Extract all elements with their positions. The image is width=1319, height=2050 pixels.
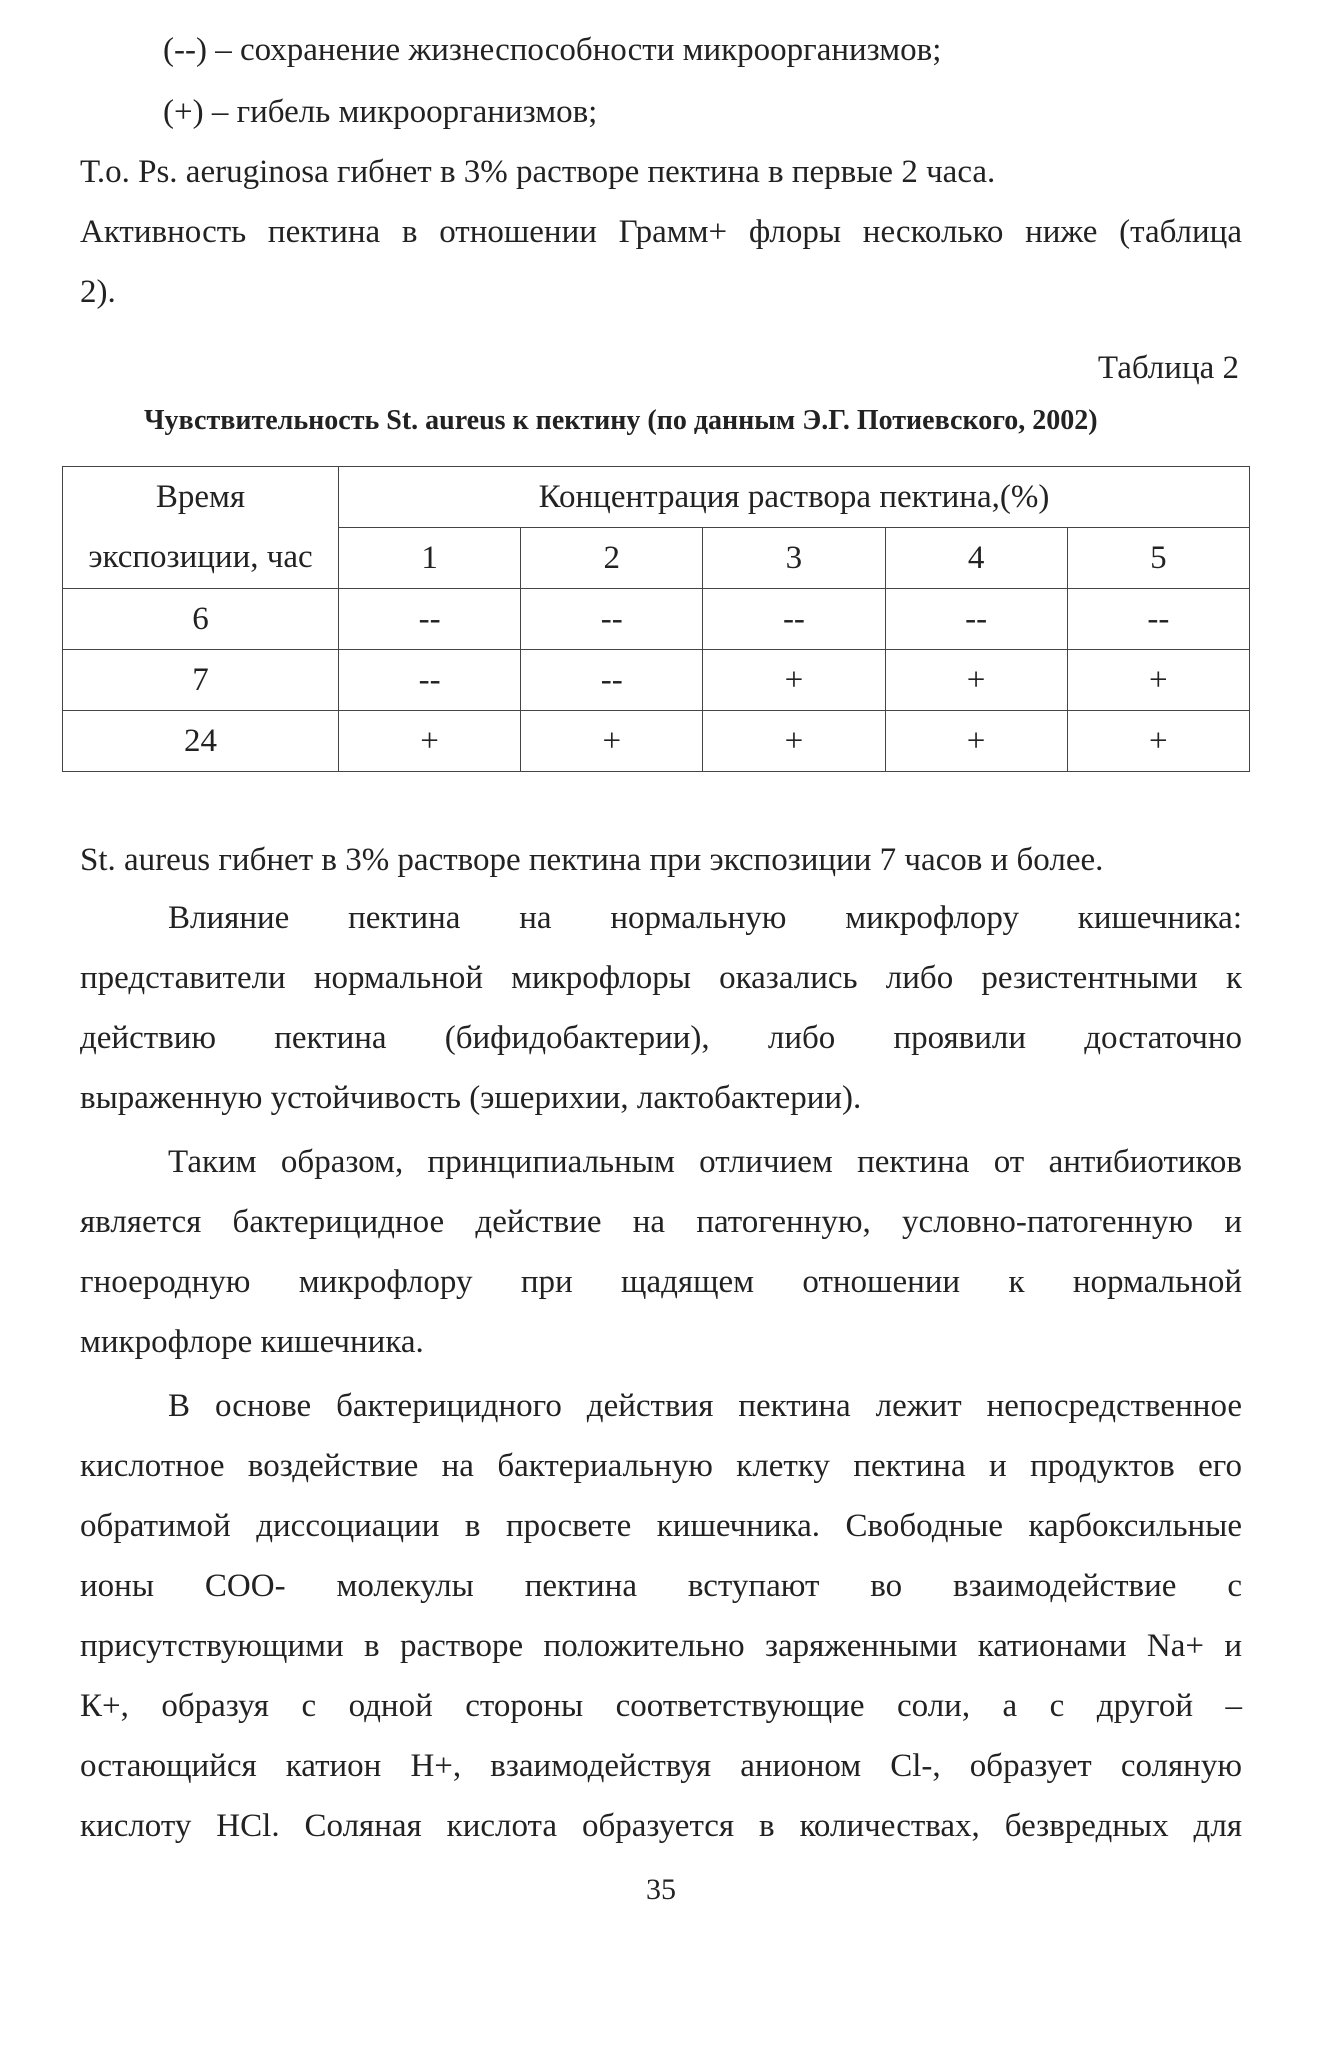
paragraph-line: действию пектина (бифидобактерии), либо проявили достаточно [80, 1020, 1242, 1056]
result-cell: + [885, 711, 1067, 772]
body-line: 2). [80, 274, 116, 310]
table-row [63, 589, 1250, 650]
result-cell: + [703, 711, 885, 772]
time-cell: 7 [63, 650, 339, 711]
result-cell: + [339, 711, 521, 772]
paragraph-line: обратимой диссоциации в просвете кишечника. Свободные карбоксильные [80, 1508, 1242, 1544]
result-cell: + [703, 650, 885, 711]
table-row [63, 711, 1250, 772]
body-line: Т.о. Ps. aeruginosa гибнет в 3% растворе пектина в первые 2 часа. [80, 154, 996, 190]
concentration-header-cell: 5 [1067, 528, 1249, 589]
paragraph-line: В основе бактерицидного действия пектина лежит непосредственное [168, 1388, 1242, 1424]
paragraph-line: выраженную устойчивость (эшерихии, лактобактерии). [80, 1080, 862, 1116]
paragraph-line: остающийся катион Н+, взаимодействуя анионом Сl-, образует соляную [80, 1748, 1242, 1784]
result-cell: -- [521, 589, 703, 650]
time-cell: 6 [63, 589, 339, 650]
concentration-header-cell: 2 [521, 528, 703, 589]
concentration-header-cell: 4 [885, 528, 1067, 589]
result-cell: -- [1067, 589, 1249, 650]
paragraph-line: ионы СОО- молекулы пектина вступают во взаимодействие с [80, 1568, 1242, 1604]
paragraph-line: гноеродную микрофлору при щадящем отношении к нормальной [80, 1264, 1242, 1300]
paragraph-line: является бактерицидное действие на патогенную, условно-патогенную и [80, 1204, 1242, 1240]
legend-line-negative: (--) – сохранение жизнеспособности микроорганизмов; [163, 32, 942, 68]
result-cell: + [885, 650, 1067, 711]
table-caption: Чувствительность St. aureus к пектину (по данным Э.Г. Потиевского, 2002) [144, 405, 1098, 436]
header-concentration: Концентрация раствора пектина,(%) [339, 467, 1250, 528]
result-cell: -- [885, 589, 1067, 650]
table-label: Таблица 2 [1097, 350, 1239, 386]
paragraph-line: К+, образуя с одной стороны соответствующие соли, а с другой – [80, 1688, 1242, 1724]
result-cell: -- [339, 650, 521, 711]
header-time-top: Время [63, 467, 339, 528]
time-cell: 24 [63, 711, 339, 772]
sensitivity-table [62, 466, 1250, 772]
result-cell: + [1067, 711, 1249, 772]
paragraph-line: микрофлоре кишечника. [80, 1324, 424, 1360]
header-time-bottom: экспозиции, час [63, 528, 339, 589]
paragraph-line: кислотное воздействие на бактериальную клетку пектина и продуктов его [80, 1448, 1242, 1484]
paragraph-line: Таким образом, принципиальным отличием пектина от антибиотиков [168, 1144, 1242, 1180]
paragraph-line: присутствующими в растворе положительно заряженными катионами Na+ и [80, 1628, 1242, 1664]
legend-line-positive: (+) – гибель микроорганизмов; [163, 94, 598, 130]
result-cell: -- [703, 589, 885, 650]
paragraph-line: представители нормальной микрофлоры оказались либо резистентными к [80, 960, 1242, 996]
result-cell: + [1067, 650, 1249, 711]
page-number: 35 [646, 1873, 676, 1906]
paragraph-line: Влияние пектина на нормальную микрофлору кишечника: [168, 900, 1242, 936]
table-row [63, 650, 1250, 711]
result-cell: -- [521, 650, 703, 711]
result-cell: -- [339, 589, 521, 650]
concentration-header-cell: 3 [703, 528, 885, 589]
concentration-header-cell: 1 [339, 528, 521, 589]
body-line: St. aureus гибнет в 3% растворе пектина при экспозиции 7 часов и более. [80, 842, 1104, 878]
body-line: Активность пектина в отношении Грамм+ флоры несколько ниже (таблица [80, 214, 1242, 250]
paragraph-line: кислоту НСl. Соляная кислота образуется в количествах, безвредных для [80, 1808, 1242, 1844]
result-cell: + [521, 711, 703, 772]
